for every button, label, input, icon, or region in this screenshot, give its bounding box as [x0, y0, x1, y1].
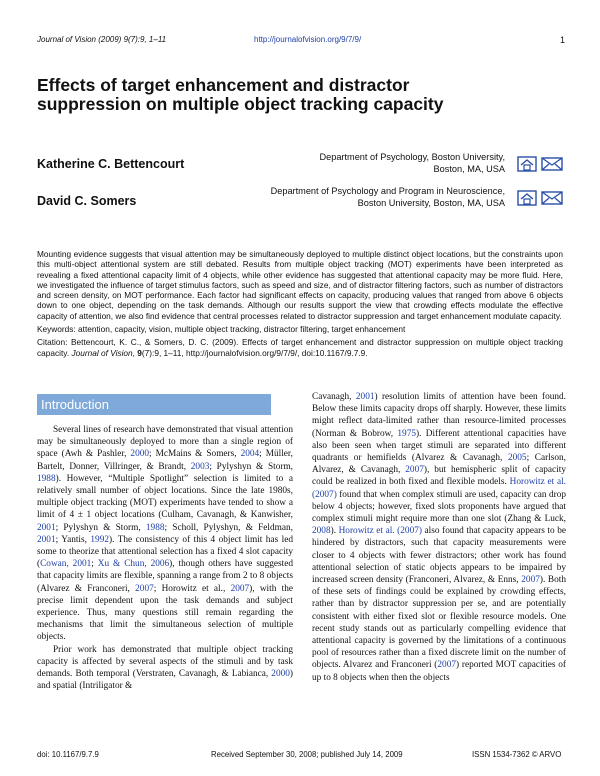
citation-rest: (7):9, 1–11, http://journalofvision.org/9/7/9/, doi:10.1167/9.7.9.	[141, 347, 368, 358]
affiliation-2-line-1: Department of Psychology and Program in Neuroscience,	[270, 186, 505, 196]
text: ; Horowitz et al.,	[153, 583, 231, 594]
text: ; Carlson, Alvarez, & Cavanagh,	[312, 453, 567, 476]
reference-link[interactable]: 2007	[521, 575, 540, 586]
reference-link[interactable]: 2001	[37, 534, 56, 545]
reference-link[interactable]: 2003	[190, 461, 210, 472]
text: ).	[330, 526, 339, 537]
author-1-icons	[517, 156, 565, 174]
page-number: 1	[560, 35, 566, 45]
reference-link[interactable]: 2005	[507, 453, 527, 464]
reference-link[interactable]: 1988	[37, 473, 56, 484]
reference-link[interactable]: 2000	[271, 669, 290, 680]
reference-link[interactable]: 1992	[90, 534, 109, 545]
affiliation-1-line-1: Department of Psychology, Boston University,	[319, 152, 505, 162]
author-affiliation-2	[205, 185, 505, 209]
footer-doi: doi: 10.1167/9.7.9	[37, 750, 99, 759]
reference-link[interactable]: 2008	[312, 526, 331, 537]
text: also found that capacity appears to be hindered by distractors, such that capacity measurements were closer to 4 objects with fewer distractors; other work has found attentional selection of static objects appears to be impaired by increased screen density (Franconeri, Alvarez, & Enns,	[312, 526, 566, 586]
text: Cavanagh,	[312, 392, 356, 402]
text: ). Both of these sets of findings could be explained by crowding effects, rather than by distractor suppression per se, and are potentially consistent with either fixed slot or flexible resource models. One recent study stands out as particularly compelling evidence that attentional capacity is governed by the limitations of a continuous pool of resources rather than a fixed discrete limit on the number of objects. Alvarez and Franconeri (	[312, 575, 567, 671]
text: ), but hemispheric split of capacity could be realized in both fixed and flexible models.	[312, 465, 566, 488]
reference-link[interactable]: 2001	[355, 392, 375, 402]
reference-link[interactable]: Horowitz et al. (2007)	[338, 526, 422, 537]
home-icon[interactable]	[517, 156, 537, 177]
body-column-2	[312, 391, 566, 684]
reference-link[interactable]: Cowan, 2001	[40, 559, 92, 570]
text: ) resolution limits of attention have been found. Below these limits capacity drops off sharply. However, these limits might reflect data-limited rather than resource-limited processes (Norman & Bobrow,	[312, 392, 566, 439]
keywords: Keywords: attention, capacity, vision, multiple object tracking, distractor filtering, target enhancement	[37, 324, 406, 335]
citation-journal: Journal of Vision,	[71, 347, 135, 358]
author-2-icons	[517, 190, 565, 208]
author-name-1: Katherine C. Bettencourt	[37, 157, 185, 171]
paragraph	[37, 424, 293, 644]
affiliation-1-line-2: Boston, MA, USA	[433, 164, 505, 174]
text: ). However, “Multiple Spotlight” selection is limited to a relatively small number of object locations. Since the late 1980s, multiple object tracking (MOT) experiments have tended to show a limit of 4 ± 1 object locations (Culham, Cavanagh, & Kanwisher,	[37, 473, 293, 521]
citation-volume: 9	[137, 347, 142, 358]
reference-link[interactable]: 1975	[397, 428, 416, 439]
text: ), though others have suggested that capacity limits are flexible, spanning a range from 2 to 8 objects (Alvarez & Franconeri,	[37, 559, 293, 594]
email-icon[interactable]	[541, 156, 563, 177]
reference-link[interactable]: 1988	[145, 522, 165, 533]
text: Prior work has demonstrated that multiple object tracking capacity is affected by several aspects of the stimuli and by task demands. Both temporal (Verstraten, Cavanagh, & Labianca,	[37, 644, 293, 680]
text: ). Different attentional capacities have also been seen when target stimuli are separated into different quadrants or hemifields (Alvarez & Cavanagh,	[312, 428, 566, 464]
reference-link[interactable]: Xu & Chun, 2006	[97, 559, 170, 570]
paragraph	[37, 644, 293, 693]
text: ) and spatial (Intriligator &	[37, 669, 293, 692]
abstract-block	[37, 249, 563, 358]
reference-link[interactable]: 2004	[240, 449, 260, 460]
body-column-1	[37, 424, 293, 692]
text: ), with the precise limit dependent upon the task demands and subject experience. Thus, many questions still remain regarding the mechanisms that limit the simultaneous selection of multiple objects.	[37, 583, 293, 643]
citation-prefix: Citation: Bettencourt, K. C., & Somers, D. C. (2009). Effects of target enhancement and distractor suppression on multiple object tracking capacity.	[37, 337, 563, 358]
reference-link[interactable]: 2001	[37, 522, 56, 533]
journal-url-link[interactable]: http://journalofvision.org/9/7/9/	[254, 35, 362, 44]
citation	[37, 337, 563, 358]
footer-issn: ISSN 1534-7362 © ARVO	[472, 750, 562, 759]
text: ; Scholl, Pylyshyn, & Feldman,	[164, 522, 293, 533]
reference-link[interactable]: 2007	[135, 583, 154, 594]
text: ). The consistency of this 4 object limit has led some to theorize that attentional selection has a fixed 4 slot capacity (	[37, 534, 293, 570]
home-icon[interactable]	[517, 190, 537, 211]
reference-link[interactable]: 2007	[405, 465, 424, 476]
reference-link[interactable]: Horowitz et al. (2007)	[312, 477, 566, 500]
abstract-text: Mounting evidence suggests that visual attention may be simultaneously deployed to multiple distinct object locations, but the constraints upon this multi-object attentional system are still debated. Results from multiple object tracking (MOT) experiments have been interpreted as revealing a fixed attentional capacity limit of 4 objects, while other evidence has suggested that attentional capacity may be more fluid. Here, we investigated the influence of target stimulus factors, such as speed and size, and of distractor filtering factors, such as number of distractors and screen density, on MOT performance. Each factor had significant effects on capacity, producing values that ranged from above 6 objects down to one object, depending on the task demands. Although our results support the view that crowding effects modulate the effective capacity of attention, we also find evidence that central processes related to distractor suppression and target enhancement modulate capacity.	[37, 249, 563, 321]
author-affiliation-1	[205, 151, 505, 175]
paper-title: Effects of target enhancement and distractor suppression on multiple object tracking capacity	[37, 75, 444, 114]
reference-link[interactable]: 2007	[230, 583, 250, 594]
reference-link[interactable]: 2000	[130, 449, 150, 460]
journal-reference: Journal of Vision (2009) 9(7):9, 1–11	[37, 35, 167, 44]
text: ; Müller, Bartelt, Donner, Villringer, & Brandt,	[37, 449, 293, 472]
text: ; McMains & Somers,	[149, 449, 241, 460]
text: ;	[91, 559, 98, 570]
affiliation-2-line-2: Boston University, Boston, MA, USA	[357, 198, 505, 208]
text: ; Pylyshyn & Storm,	[209, 461, 293, 472]
footer-dates: Received September 30, 2008; published July 14, 2009	[211, 750, 403, 759]
text: found that when complex stimuli are used, capacity can drop below 4 objects; however, fixed slots proponents have argued that complex stimuli might require more than one slot (Zhang & Luck,	[312, 489, 566, 525]
section-heading-introduction: Introduction	[37, 394, 271, 415]
text: ) reported MOT capacities of up to 8 objects when then the objects	[312, 660, 566, 683]
email-icon[interactable]	[541, 190, 563, 211]
text: Several lines of research have demonstrated that visual attention may be simultaneously deployed to more than a single region of space (Awh & Pashler,	[37, 425, 293, 460]
paragraph	[312, 391, 566, 684]
author-name-2: David C. Somers	[37, 194, 137, 208]
reference-link[interactable]: 2007	[437, 660, 456, 671]
text: ; Pylyshyn & Storm,	[55, 522, 146, 533]
text: ; Yantis,	[55, 534, 91, 545]
